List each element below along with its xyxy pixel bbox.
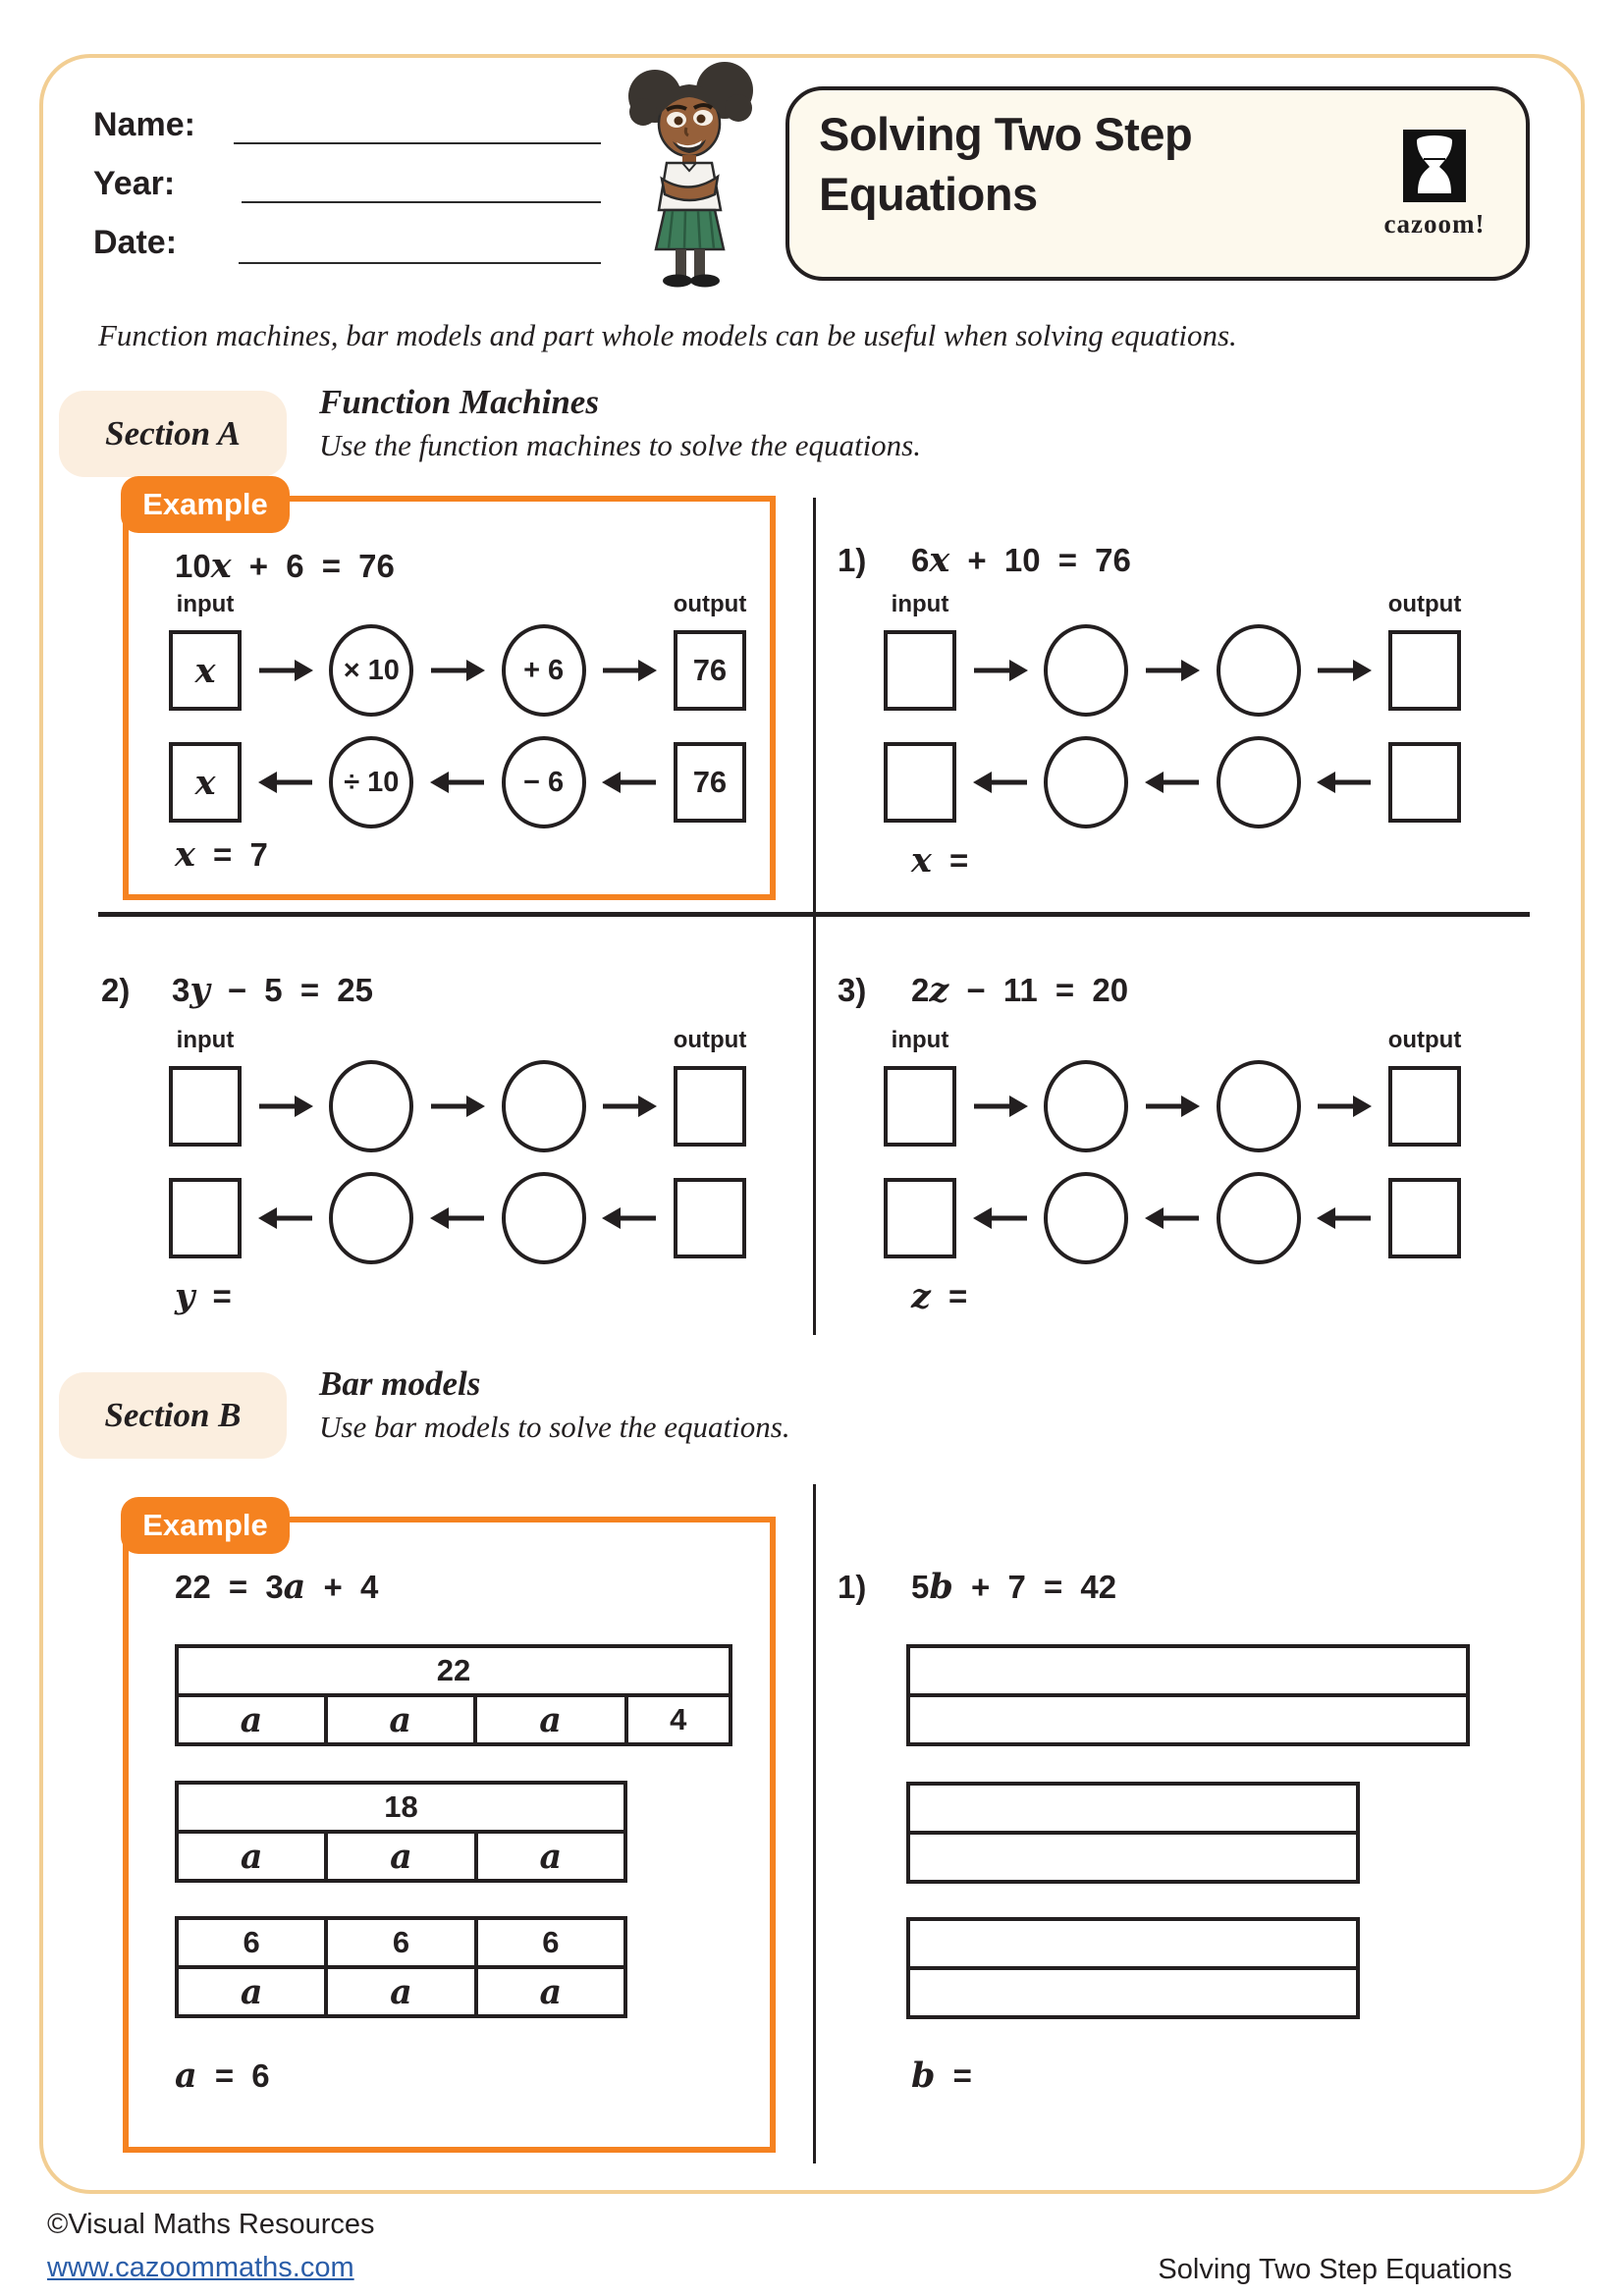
- machine-row-right: [169, 1060, 746, 1152]
- bar-row: [910, 1786, 1356, 1831]
- arrow-right-icon: [601, 1094, 658, 1119]
- machine-value-box[interactable]: [884, 1178, 956, 1258]
- bar-cell: [474, 1834, 623, 1879]
- arrow-left-icon: [1316, 770, 1373, 795]
- arrow-right-icon: [257, 658, 314, 683]
- section-a-heading: Function Machines: [319, 383, 599, 421]
- arrow-left-icon: [972, 770, 1029, 795]
- variable: a: [389, 1699, 412, 1740]
- machine-operation-circle: − 6: [502, 736, 586, 828]
- machine-row-right: [884, 624, 1461, 717]
- worksheet-title: [819, 104, 1192, 224]
- bar-row: [910, 1966, 1356, 2015]
- bar-model-example-3: [175, 1916, 627, 2018]
- bar-row: [179, 1920, 623, 1965]
- variable: a: [283, 1567, 306, 1607]
- machine-value-box[interactable]: [169, 1178, 242, 1258]
- date-label: Date:: [93, 224, 178, 261]
- variable: z: [929, 970, 949, 1010]
- function-machine-example: [169, 591, 746, 828]
- variable: a: [539, 1836, 563, 1877]
- machine-operation-circle[interactable]: [1217, 624, 1301, 717]
- variable: x: [929, 540, 950, 580]
- name-label: Name:: [93, 106, 195, 143]
- footer-website-link[interactable]: www.cazoommaths.com: [47, 2252, 354, 2283]
- arrow-right-icon: [1144, 658, 1201, 683]
- variable: x: [911, 840, 932, 881]
- variable: a: [390, 1971, 412, 2012]
- bar-row: [910, 1693, 1466, 1742]
- example-a-equation: 10x + 6 = 76: [175, 546, 395, 586]
- bar-cell[interactable]: [910, 1921, 1356, 1966]
- variable: b: [929, 1567, 953, 1607]
- input-label: input: [176, 591, 235, 617]
- problem-b1-equation: 5b + 7 = 42: [911, 1567, 1117, 1607]
- section-b-subheading: Use bar models to solve the equations.: [319, 1410, 790, 1444]
- year-label: Year:: [93, 165, 176, 202]
- machine-value-box: [169, 630, 242, 711]
- variable: a: [175, 2056, 197, 2096]
- machine-value-box: 76: [674, 630, 746, 711]
- machine-row-left: [169, 1172, 746, 1264]
- arrow-right-icon: [1316, 1094, 1373, 1119]
- machine-value-box: [169, 742, 242, 823]
- footer-copyright: ©Visual Maths Resources: [47, 2209, 375, 2240]
- bar-row: [910, 1831, 1356, 1880]
- row-divider-a: [98, 912, 1530, 917]
- machine-value-box[interactable]: [169, 1066, 242, 1147]
- column-divider-b: [813, 1484, 816, 2163]
- io-labels: [884, 591, 1461, 618]
- problem-b1-number: 1): [838, 1569, 867, 1605]
- bar-cell[interactable]: [910, 1697, 1466, 1742]
- variable: a: [539, 1971, 563, 2012]
- bar-row: [910, 1921, 1356, 1966]
- arrow-right-icon: [601, 658, 658, 683]
- bar-model-example-1: [175, 1644, 732, 1746]
- problem-a2-number: 2): [101, 972, 131, 1008]
- name-input-line[interactable]: [234, 142, 601, 144]
- problem-a2-equation: 3y − 5 = 25: [172, 970, 373, 1010]
- problem-b1-answer: b =: [911, 2056, 972, 2096]
- input-label: input: [891, 591, 949, 617]
- bar-cell: [324, 1697, 473, 1742]
- variable: x: [175, 834, 195, 875]
- bar-cell: [324, 1834, 473, 1879]
- bar-cell: [179, 1697, 324, 1742]
- bar-cell: 6: [474, 1920, 623, 1965]
- variable: a: [240, 1699, 263, 1740]
- student-character-illustration: [622, 61, 759, 289]
- variable: y: [175, 1276, 195, 1316]
- machine-value-box[interactable]: [1388, 1178, 1461, 1258]
- variable: x: [194, 650, 216, 691]
- bar-cell: [179, 1834, 324, 1879]
- machine-value-box[interactable]: [884, 630, 956, 711]
- title-line-2: Equations: [819, 168, 1038, 221]
- machine-value-box[interactable]: [1388, 1066, 1461, 1147]
- example-tab-b: Example: [121, 1497, 290, 1554]
- example-b-equation: 22 = 3a + 4: [175, 1567, 379, 1607]
- arrow-right-icon: [257, 1094, 314, 1119]
- bar-cell: 4: [624, 1697, 730, 1742]
- machine-value-box[interactable]: [1388, 630, 1461, 711]
- variable: a: [390, 1836, 412, 1877]
- bar-cell: [474, 1969, 623, 2014]
- variable: a: [240, 1836, 263, 1877]
- problem-a1-number: 1): [838, 542, 867, 578]
- machine-operation-circle: × 10: [329, 624, 413, 717]
- machine-operation-circle[interactable]: [1044, 624, 1128, 717]
- variable: b: [911, 2056, 936, 2096]
- bar-cell: 6: [324, 1920, 473, 1965]
- input-label: input: [176, 1027, 235, 1053]
- arrow-left-icon: [257, 1205, 314, 1231]
- bar-cell: 18: [384, 1789, 418, 1824]
- output-label: output: [1387, 1027, 1462, 1053]
- arrow-right-icon: [429, 658, 486, 683]
- arrow-right-icon: [972, 1094, 1029, 1119]
- machine-row-right: [884, 1060, 1461, 1152]
- bar-cell[interactable]: [910, 1835, 1356, 1880]
- machine-value-box[interactable]: [1388, 742, 1461, 823]
- arrow-right-icon: [429, 1094, 486, 1119]
- bar-model-problem-3: [906, 1917, 1360, 2019]
- bar-row: [179, 1965, 623, 2014]
- io-labels: [884, 1027, 1461, 1054]
- cazoom-logo-text: cazoom!: [1383, 209, 1486, 239]
- bar-model-problem-2: [906, 1782, 1360, 1884]
- problem-a1-equation: 6x + 10 = 76: [911, 540, 1131, 580]
- arrow-left-icon: [1144, 770, 1201, 795]
- bar-row: [179, 1785, 623, 1830]
- bar-row: [179, 1693, 729, 1742]
- arrow-left-icon: [257, 770, 314, 795]
- machine-row-left: [884, 1172, 1461, 1264]
- bar-row: [179, 1830, 623, 1879]
- section-a-label: Section A: [59, 391, 287, 477]
- output-label: output: [673, 591, 747, 617]
- machine-operation-circle[interactable]: [1217, 1172, 1301, 1264]
- machine-operation-circle[interactable]: [1044, 1172, 1128, 1264]
- bar-cell[interactable]: [910, 1648, 1466, 1693]
- problem-a3-equation: 2z − 11 = 20: [911, 970, 1129, 1010]
- problem-a1-answer: x =: [911, 840, 969, 881]
- machine-value-box[interactable]: [884, 742, 956, 823]
- function-machine-problem-2: [169, 1027, 746, 1264]
- io-labels: [169, 1027, 746, 1054]
- machine-operation-circle[interactable]: [502, 1172, 586, 1264]
- title-line-1: Solving Two Step: [819, 108, 1193, 160]
- function-machine-problem-1: [884, 591, 1461, 828]
- date-input-line[interactable]: [239, 262, 601, 264]
- problem-a3-answer: z =: [911, 1276, 968, 1316]
- machine-value-box[interactable]: [884, 1066, 956, 1147]
- arrow-right-icon: [1144, 1094, 1201, 1119]
- arrow-left-icon: [429, 770, 486, 795]
- footer-doc-title: Solving Two Step Equations: [1158, 2254, 1512, 2285]
- section-a-subheading: Use the function machines to solve the equations.: [319, 428, 921, 462]
- machine-operation-circle[interactable]: [1217, 736, 1301, 828]
- bar-cell: [473, 1697, 624, 1742]
- problem-a2-answer: y =: [175, 1276, 232, 1316]
- bar-model-example-2: [175, 1781, 627, 1883]
- intro-text: Function machines, bar models and part whole models can be useful when solving equations.: [98, 318, 1237, 352]
- machine-value-box[interactable]: [674, 1066, 746, 1147]
- variable: y: [189, 970, 210, 1010]
- output-label: output: [1387, 591, 1462, 617]
- arrow-right-icon: [972, 658, 1029, 683]
- bar-model-problem-1: [906, 1644, 1470, 1746]
- output-label: output: [673, 1027, 747, 1053]
- arrow-right-icon: [1316, 658, 1373, 683]
- cazoom-drum-icon: [1403, 130, 1466, 202]
- variable: a: [539, 1699, 562, 1740]
- machine-operation-circle[interactable]: [1217, 1060, 1301, 1152]
- machine-row-left: [169, 736, 746, 828]
- bar-row: [910, 1648, 1466, 1693]
- section-b-heading: Bar models: [319, 1364, 481, 1403]
- bar-cell: 6: [243, 1925, 260, 1959]
- example-a-answer: x = 7: [175, 834, 268, 875]
- machine-operation-circle: + 6: [502, 624, 586, 717]
- bar-cell: [324, 1969, 473, 2014]
- variable: x: [194, 762, 216, 803]
- arrow-left-icon: [601, 770, 658, 795]
- worksheet-title-box: [785, 86, 1530, 281]
- io-labels: [169, 591, 746, 618]
- example-b-answer: a = 6: [175, 2056, 270, 2096]
- bar-cell[interactable]: [910, 1970, 1356, 2015]
- machine-operation-circle: ÷ 10: [329, 736, 413, 828]
- problem-a3-number: 3): [838, 972, 867, 1008]
- machine-operation-circle[interactable]: [329, 1060, 413, 1152]
- machine-row-right: [169, 624, 746, 717]
- bar-cell: 22: [436, 1653, 471, 1687]
- bar-cell: [179, 1969, 324, 2014]
- machine-operation-circle[interactable]: [502, 1060, 586, 1152]
- cazoom-logo: [1371, 130, 1498, 240]
- machine-operation-circle[interactable]: [329, 1172, 413, 1264]
- variable: z: [911, 1276, 931, 1316]
- function-machine-problem-3: [884, 1027, 1461, 1264]
- arrow-left-icon: [972, 1205, 1029, 1231]
- arrow-left-icon: [1316, 1205, 1373, 1231]
- machine-value-box: 76: [674, 742, 746, 823]
- machine-value-box[interactable]: [674, 1178, 746, 1258]
- bar-cell[interactable]: [910, 1786, 1356, 1831]
- variable: x: [210, 546, 232, 586]
- section-b-label: Section B: [59, 1372, 287, 1459]
- arrow-left-icon: [601, 1205, 658, 1231]
- machine-operation-circle[interactable]: [1044, 1060, 1128, 1152]
- arrow-left-icon: [1144, 1205, 1201, 1231]
- machine-operation-circle[interactable]: [1044, 736, 1128, 828]
- year-input-line[interactable]: [242, 201, 601, 203]
- example-tab-a: Example: [121, 476, 290, 533]
- arrow-left-icon: [429, 1205, 486, 1231]
- bar-row: [179, 1648, 729, 1693]
- machine-row-left: [884, 736, 1461, 828]
- variable: a: [240, 1971, 263, 2012]
- input-label: input: [891, 1027, 949, 1053]
